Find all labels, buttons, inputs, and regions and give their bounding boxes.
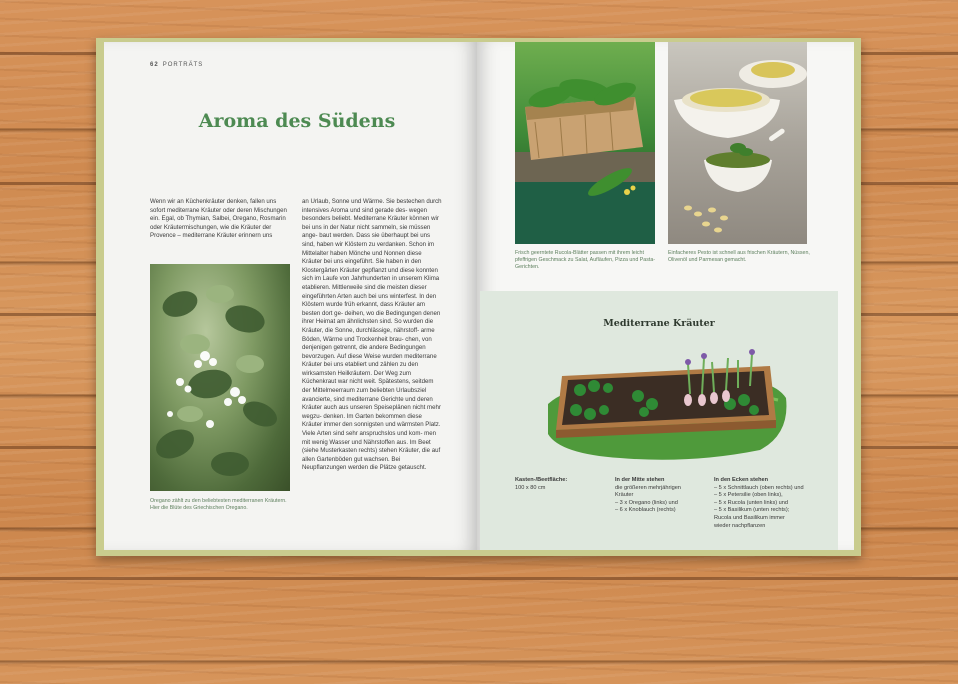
legend-corners — [714, 477, 814, 530]
legend-area — [515, 477, 605, 492]
intro-paragraph: Wenn wir an Küchenkräuter denken, fallen uns sofort mediterrane Kräuter oder deren Mischungen ein. Egal, ob Thymian, Salbei, Oregano, Rosmarin oder Kräutermischungen, wie die Kräuter der Provence – mediterrane Kräuter erinnern uns — [150, 198, 287, 240]
legend-line: – 5 x Basilikum (unten rechts); — [714, 507, 790, 514]
legend-line: die größeren mehrjährigen — [615, 484, 681, 491]
legend-area-head: Kasten-/Beetfläche: — [515, 477, 568, 483]
pesto-photo — [668, 42, 807, 244]
legend-middle-head: In der Mitte stehen — [615, 477, 665, 483]
body-column: an Urlaub, Sonne und Wärme. Sie bestechen durch intensives Aroma und sind gerade des- wegen besonders beliebt. Mediterrane Kräuter können wir bei uns in der Natur nicht sammeln, sie müssen ange- baut werden. Dass sie überhaupt bei uns sind, haben wir Klöstern zu verdanken. Schon im Mittelalter haben Mönche und Nonnen diese Kräuter bei uns eingeführt. Sie haben in den Klostergärten Kräuter gepflanzt und diese konnten sich im Laufe von Jahrhunderten in unserem Klima etablieren. Mittlerweile sind die meisten dieser eingeführten Arten auch bei uns winterfest. In den Klöstern wurde früh erkannt, dass Kräuter am besten dort ge- deihen, wo die Bedingungen denen ihrer Heimat am ähnlichsten sind. So wurden die Kräuter, die Sonne, durchlässige, nährstoff- arme Böden, Wärme und Trockenheit brau- chen, von denjenigen getrennt, die andere Bedingungen bevorzugen. Auf diese Weise wurden mediterrane Kräuter bei uns etabliert und zählen zu den wirksamsten Heilkräutern. Der Weg zum Küchenkraut war nicht weit. Spätestens, seitdem der Mittelmeerraum zum beliebten Urlaubsziel avancierte, sind mediterrane Gerichte und deren Kräuter auch aus unseren Speiseplänen nicht mehr wegzu- denken. Im Garten bekommen diese Kräuter immer den sonnigsten und wärmsten Platz. Viele Arten sind sehr anspruchslos und kom- men mit wenig Wasser und Nährstoffen aus. Im Beet (siehe Musterkasten rechts) stehen Kräuter, die auf allen Gartenböden gut wachsen. Bei Neupflanzungen werden die Plätze getauscht. — [302, 198, 442, 472]
rucola-photo — [515, 42, 655, 244]
legend-line: 100 x 80 cm — [515, 484, 546, 491]
oregano-caption: Oregano zählt zu den beliebtesten mediterranen Kräutern. Hier die Blüte des Griechischen Oregano. — [150, 498, 287, 511]
herb-box-title: Mediterrane Kräuter — [603, 318, 715, 329]
legend-line: – 5 x Petersilie (oben links), — [714, 492, 783, 499]
rucola-caption: Frisch geerntete Rucola-Blätter passen mit ihrem leicht pfeffrigen Geschmack zu Salat, Aufläufen, Pizza und Pasta-Gerichten. — [515, 250, 656, 270]
legend-middle — [615, 477, 707, 515]
legend-line: – 3 x Oregano (links) und — [615, 499, 678, 506]
oregano-photo — [150, 264, 290, 491]
raised-bed-illustration — [540, 334, 790, 466]
legend-line: – 5 x Schnittlauch (oben rechts) und — [714, 484, 804, 491]
wood-seam — [0, 577, 958, 580]
legend-line: Kräuter — [615, 492, 634, 499]
legend-corners-head: In den Ecken stehen — [714, 477, 769, 483]
legend-line: – 5 x Rucola (unten links) und — [714, 499, 789, 506]
legend-line: wieder nachpflanzen — [714, 522, 766, 529]
page-header — [150, 62, 203, 68]
section-name: PORTRÄTS — [162, 62, 204, 68]
page-number: 62 — [150, 62, 159, 68]
pesto-caption: Einfacheres Pesto ist schnell aus frischen Kräutern, Nüssen, Olivenöl und Parmesan gemacht. — [668, 250, 810, 263]
page-title: Aroma des Südens — [198, 110, 396, 132]
legend-line: – 6 x Knoblauch (rechts) — [615, 507, 676, 514]
legend-line: Rucola und Basilikum immer — [714, 514, 785, 521]
